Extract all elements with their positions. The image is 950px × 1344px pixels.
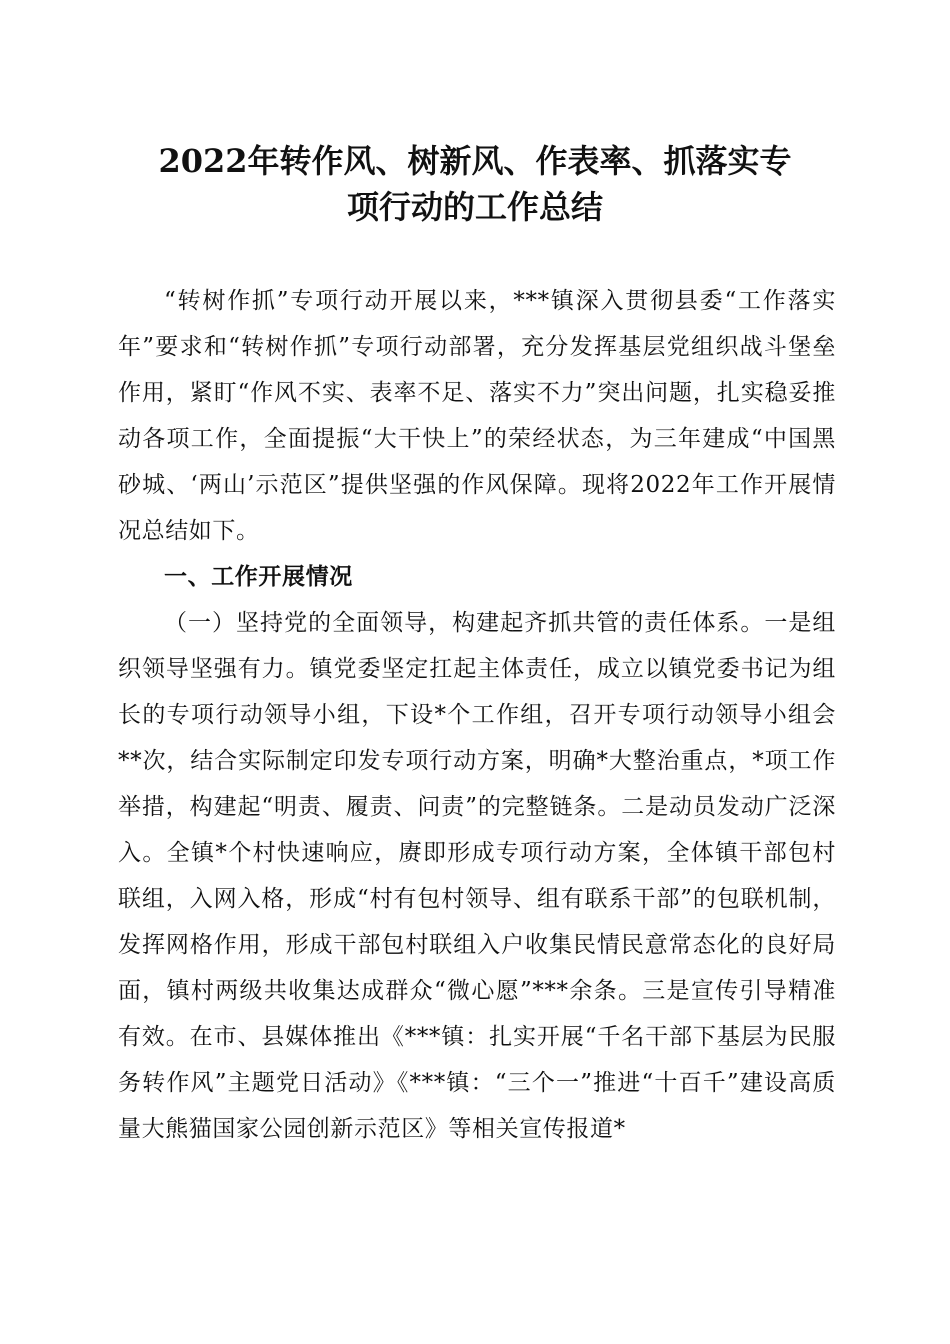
section-heading: 一、工作开展情况 — [164, 564, 353, 590]
title-line-1: 2022年转作风、树新风、作表率、抓落实专 — [158, 142, 792, 180]
title-line-2: 项行动的工作总结 — [346, 188, 603, 226]
document-title — [120, 138, 830, 230]
intro-paragraph: “转树作抓”专项行动开展以来，***镇深入贯彻县委“工作落实年”要求和“转树作抓”专项行动部署，充分发挥基层党组织战斗堡垒作用，紧盯“作风不实、表率不足、落实不力”突出问题，扎实稳妥推动各项工作，全面提振“大干快上”的荣经状态，为三年建成“中国黑砂城、‘两山’示范区”提供坚强的作风保障。现将2022年工作开展情况总结如下。 — [118, 288, 836, 544]
section-paragraph: （一）坚持党的全面领导，构建起齐抓共管的责任体系。一是组织领导坚强有力。镇党委坚定扛起主体责任，成立以镇党委书记为组长的专项行动领导小组，下设*个工作组，召开专项行动领导小组会**次，结合实际制定印发专项行动方案，明确*大整治重点，*项工作举措，构建起“明责、履责、问责”的完整链条。二是动员发动广泛深入。全镇*个村快速响应，赓即形成专项行动方案，全体镇干部包村联组，入网入格，形成“村有包村领导、组有联系干部”的包联机制，发挥网格作用，形成干部包村联组入户收集民情民意常态化的良好局面，镇村两级共收集达成群众“微心愿”***余条。三是宣传引导精准有效。在市、县媒体推出《***镇：扎实开展“千名干部下基层为民服务转作风”主题党日活动》《***镇：“三个一”推进“十百千”建设高质量大熊猫国家公园创新示范区》等相关宣传报道* — [118, 610, 836, 1142]
document-body — [118, 278, 836, 1152]
